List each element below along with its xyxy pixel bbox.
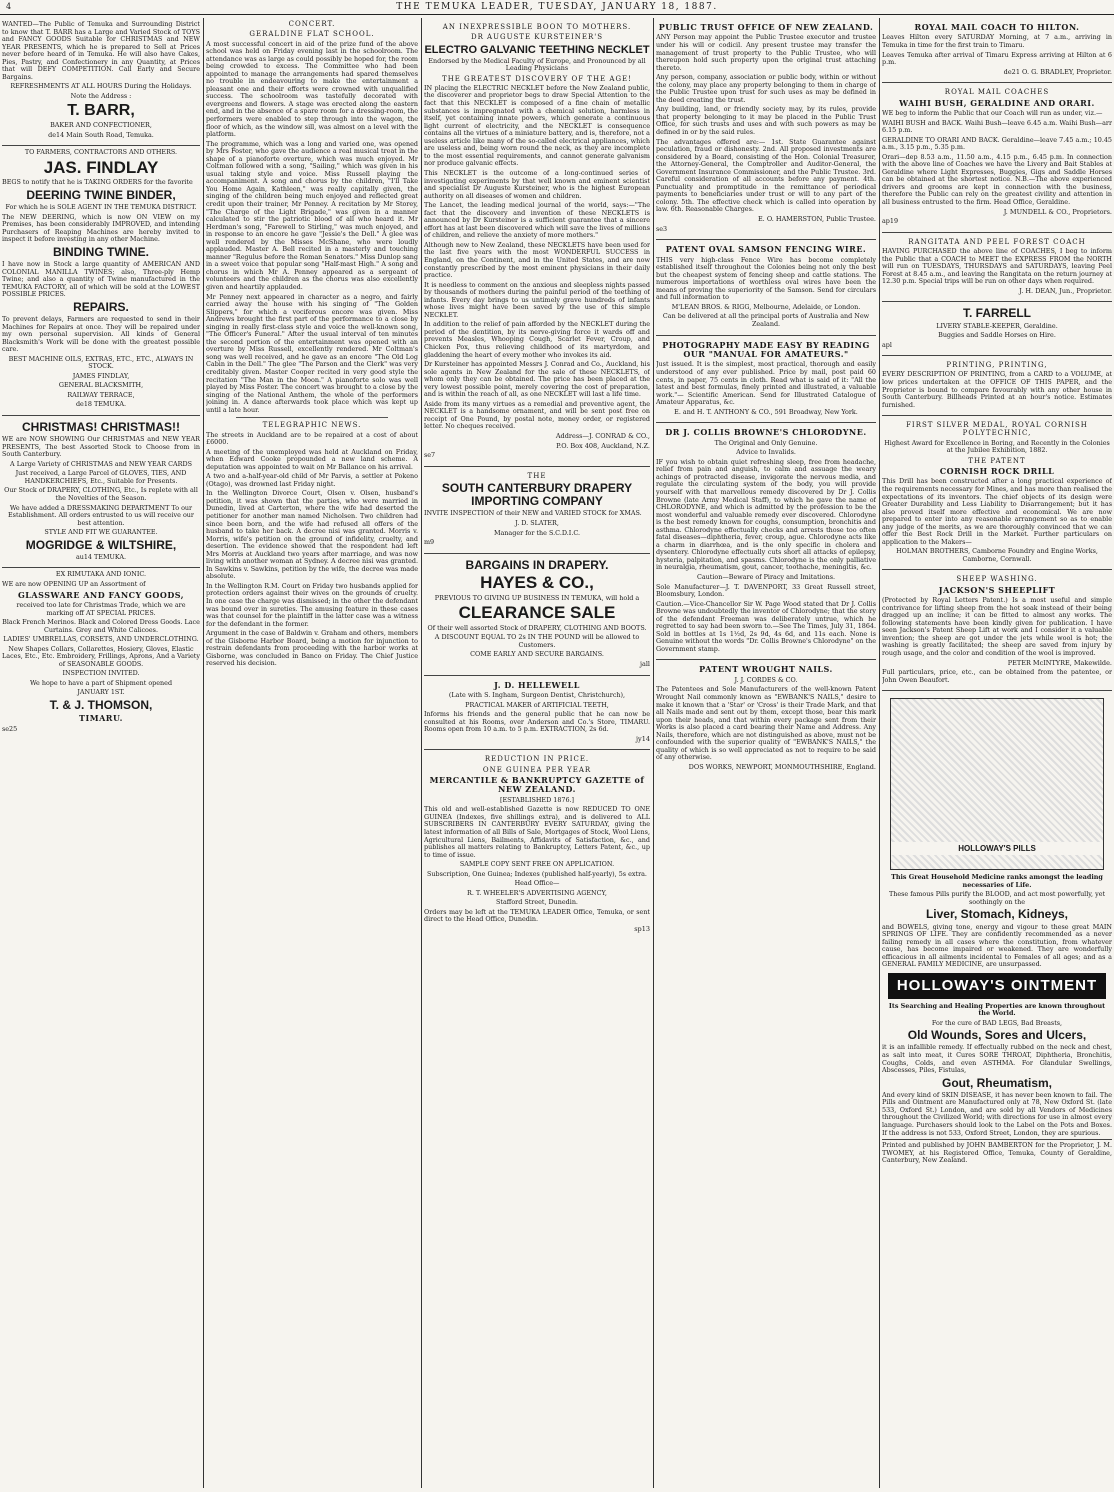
column-3: [424, 18, 650, 1488]
ad-heading: ROYAL MAIL COACHES: [944, 88, 1050, 97]
ad-chlorodyne: [656, 423, 876, 660]
ad-text: ONE GUINEA PER YEAR: [482, 765, 592, 774]
ad-text: A DISCOUNT EQUAL TO 2s IN THE POUND will be allowed to Customers.: [434, 633, 640, 649]
ad-heading: PRINTING, PRINTING,: [946, 361, 1048, 370]
ad-text: These famous Pills purify the BLOOD, and act most powerfully, yet soothingly on the: [888, 890, 1106, 906]
ad-text: Stafford Street, Dunedin.: [496, 898, 578, 907]
ad-heading: MOGRIDGE & WILTSHIRE,: [25, 537, 177, 552]
ad-text: HAVING PURCHASED the above line of COACHES, I beg to inform the Public that a COACH to MEET the EXPRESS FROM the NORTH will run on TUESDAYS, THURSDAYS and SATURDAYS, leaving Peel Forest at 8.45 a.m., and leaving the Rangitata on the return journey at 12.30 p.m. Special trips will be run on other days when required.: [882, 246, 1112, 286]
ad-text: de14 Main South Road, Temuka.: [48, 130, 154, 139]
ad-hilton-coach: [882, 18, 1112, 83]
ad-text: THE PATENT: [968, 456, 1026, 465]
ad-heading: TIMARU.: [79, 713, 123, 724]
ad-text: LIVERY STABLE-KEEPER, Geraldine.: [936, 321, 1058, 330]
ad-text: The advantages offered are:— 1st. State Guarantee against peculation, fraud or dishonesty. 2nd. All proposed investments are considered by a Board, consisting of the Hon. Colonial Treasurer, the Attorney-General, the Comptroller and Auditor-General, the Government Insurance Commissioner, and the Public Trustee. 3rd. Careful consideration of all accounts before any payment. 4th. Punctuality and promptitude in the remittance of periodical payments to beneficiaries under trust or will to any part of the colony. 5th. The effective check which is called into operation by law. 6th. Reasonable Charges.: [656, 137, 876, 214]
ad-heading: DR J. COLLIS BROWNE'S CHLORODYNE.: [665, 427, 867, 438]
ad-signature: de21 O. G. BRADLEY, Proprietor.: [1003, 67, 1112, 76]
ad-signature: DOS WORKS, NEWPORT, MONMOUTHSHIRE, England.: [688, 762, 876, 771]
ad-heading: ELECTRO GALVANIC TEETHING NECKLET: [424, 43, 650, 56]
ad-cornish-rock-drill: [882, 416, 1112, 570]
ad-text: The NEW DEERING, which is now ON VIEW on my Premises, has been considerably IMPROVED, and intending Purchasers of Reaping Machines are hereby invited to inspect it before investing in any other Machine.: [2, 212, 200, 244]
ad-text: Aside from its many virtues as a remedial and preventive agent, the NECKLET is a handsome ornament, and will be sent post free on receipt of One Pound, by postal note, money order, or registered letter. No cheques received.: [424, 399, 650, 431]
ad-code: se3: [656, 224, 668, 233]
article-paragraph: A two and a-half-year-old child of Mr Parvis, a settler at Pokeno (Otago), was drowned last Friday night.: [206, 472, 418, 488]
article-paragraph: Argument in the case of Baldwin v. Graham and others, members of the Gisborne Harbor Board, being a motion for injunction to restrain defendants from proceeding with the harbor works at Gisborne, was concluded in Banco on Friday. The Chief Justice reserved his decision.: [206, 629, 418, 668]
ad-text: New Shapes Collars, Collarettes, Hosiery, Gloves, Elastic Laces, Etc., Etc. Embroidery, Frillings, Aprons, And a Variety of SEASONABLE GOODS.: [2, 644, 200, 668]
ad-text: EX RIMUTAKA AND IONIC.: [55, 570, 147, 579]
ad-farrell: [882, 302, 1112, 356]
ad-signature: RAILWAY TERRACE,: [67, 390, 135, 399]
ad-text: THE GREATEST DISCOVERY OF THE AGE!: [442, 74, 632, 83]
ad-signature: M'LEAN BROS. & RIGG, Melbourne, Adelaide, or London.: [671, 302, 861, 311]
ad-text: Buggies and Saddle Horses on Hire.: [938, 331, 1056, 340]
ad-code: sp13: [634, 925, 650, 934]
ad-wrought-nails: [656, 660, 876, 777]
ad-royal-mail-coaches: [882, 83, 1112, 232]
ad-text: PREVIOUS TO GIVING UP BUSINESS IN TEMUKA, will hold a: [434, 593, 640, 602]
ad-text: SAMPLE COPY SENT FREE ON APPLICATION.: [459, 860, 615, 869]
ad-heading: JAS. FINDLAY: [43, 157, 159, 177]
ad-text: WE are NOW SHOWING Our CHRISTMAS and NEW YEAR PRESENTS, The best Assorted Stock to Choose from in South Canterbury.: [2, 435, 200, 459]
ad-text: R. T. WHEELER'S ADVERTISING AGENCY,: [467, 888, 607, 897]
ad-text: We hope to have a part of Shipment opened: [29, 678, 173, 687]
ad-text: This NECKLET is the outcome of a long-continued series of investigating experiments by that well known and eminent scientist and specialist Dr Auguste Kursteiner, who is the highest European authority on all diseases of women and children.: [424, 168, 650, 200]
ad-signature: Address—J. CONRAD & CO.,: [555, 432, 650, 440]
ad-south-canterbury-drapery: [424, 467, 650, 554]
ad-hellewell: [424, 676, 650, 751]
article-heading: CONCERT.: [288, 20, 336, 28]
ad-text: received too late for Christmas Trade, which we are marking off AT SPECIAL PRICES.: [16, 601, 186, 617]
ad-text: The Original and Only Genuine.: [714, 438, 818, 447]
ad-text: Of their well assorted Stock of DRAPERY, CLOTHING AND BOOTS.: [427, 623, 647, 632]
ad-text: WE beg to inform the Public that our Coach will run as under, viz.—: [882, 108, 1103, 117]
ad-heading: RANGITATA AND PEEL FOREST COACH: [908, 237, 1086, 246]
ad-heading: PUBLIC TRUST OFFICE OF NEW ZEALAND.: [658, 22, 874, 32]
ad-text: BAKER AND CONFECTIONER,: [50, 121, 152, 130]
article-heading: TELEGRAPHIC NEWS.: [262, 421, 362, 430]
column-2: [206, 18, 418, 1488]
ad-text: STYLE AND FIT WE GUARANTEE.: [44, 528, 158, 537]
ad-text: Dr Kursteiner has appointed Messrs J. Conrad and Co., Auckland, his sole agents in New Zealand for the sale of these NECKLETS, of whom only they can be obtained. The price has been placed at the very lowest possible point, merely covering the cost of preparation, and is within the reach of all, as one NECKLET will last a life time.: [424, 360, 650, 399]
ad-necklet: [424, 18, 650, 467]
ad-heading: SOUTH CANTERBURY DRAPERY IMPORTING COMPANY: [441, 481, 633, 509]
ad-text: REDUCTION IN PRICE.: [484, 755, 590, 764]
ad-code: m9: [424, 538, 435, 547]
ad-text: DR AUGUSTE KURSTEINER'S: [470, 33, 604, 42]
ad-code: apl: [882, 340, 892, 349]
ad-text: it is an infallible remedy. If effectually rubbed on the neck and chest, as salt into meat, it Cures SORE THROAT, Diphtheria, Bronchitis, Coughs, Colds, and even ASTHMA. For Glandular Swellings, Abscesses, Piles, Fistulas,: [882, 1043, 1112, 1075]
ad-text: IN placing the ELECTRIC NECKLET before the New Zealand public, the discoverer and proprietor begs to draw Special Attention to the fact that this NECKLET is composed of a fine chain of metallic substances is impregnated with a chemical solution, harmless in itself, yet containing innate powers, which generate a continuous light current of electricity, and the NECKLET is consequence contains all the virtues of a miniature battery, and is, therefore, not a useless article like many of the so-called electrical appliances, which are useless and, being worn round the neck, as they are incomplete to the most essential requirements, and cannot generate galvanism nor produce galvanic effects.: [424, 83, 650, 168]
ad-heading: JACKSON'S SHEEPLIFT: [938, 584, 1056, 595]
ad-text: To prevent delays, Farmers are requested to send in their Machines for Repairs at once. They will be repaired under my own personal supervision. All kinds of General Blacksmith's Work will be done with the greatest possible care.: [2, 314, 200, 354]
ad-heading: BARGAINS IN DRAPERY.: [465, 557, 609, 572]
ad-text: Can be delivered at all the principal ports of Australia and New Zealand.: [662, 312, 870, 329]
ad-text: Caution—Beware of Piracy and Imitations.: [696, 573, 836, 582]
article-paragraph: In the Wellington R.M. Court on Friday two husbands applied for protection orders against their wives on the grounds of cruelty. In one case the charge was dismissed; in the other the defendant was bound over in sureties. The amusing feature in these cases was that counsel for the plaintiff in the latter case was a witness for the defendant in the former.: [206, 581, 418, 628]
ad-heading: J. D. HELLEWELL: [494, 679, 580, 690]
ad-heading: WAIHI BUSH, GERALDINE AND ORARI.: [899, 97, 1095, 108]
masthead: [0, 0, 1114, 15]
ad-text: Subscription, One Guinea; Indexes (published half-yearly), 5s extra.: [427, 869, 647, 878]
ad-heading: FIRST SILVER MEDAL, ROYAL CORNISH POLYTECHNIC,: [906, 421, 1088, 438]
printer-imprint: Printed and published by JOHN BAMBERTON for the Proprietor, J. M. TWOMEY, at his Registered Office, Temuka, County of Geraldine, Canterbury, New Zealand.: [882, 1141, 1112, 1165]
ad-signature: E. and H. T. ANTHONY & CO., 591 Broadway, New York.: [674, 407, 858, 416]
ad-text: Note the Address :: [70, 91, 132, 100]
holloway-pills-banner: HOLLOWAY'S PILLS: [891, 842, 1103, 855]
ad-text: This Drill has been constructed after a long practical experience of the requirements necessary for Mines, and has more than realised the expectations of its inventors. The chief objects of its design were Greater Durability and Less Liability to Disarrangement; but it has also proved itself more effective and economical. We are now prepared to enter into any reasonable arrangement so as to enable any judge of the merits, as we are thoroughly convinced that we can offer the Best Rock Drill in the Market. Further particulars on application to the Makers—: [882, 477, 1112, 546]
ad-text: We have added a DRESSMAKING DEPARTMENT To our Establishment. All orders entrusted to us will receive our best attention.: [8, 503, 194, 527]
ad-fencing-wire: [656, 240, 876, 335]
ad-heading: REPAIRS.: [73, 299, 129, 314]
ad-text: BEGS to notify that he is TAKING ORDERS for the favorite: [2, 178, 193, 187]
page-number: 4: [6, 2, 13, 11]
ad-text: AN INEXPRESSIBLE BOON TO MOTHERS.: [442, 23, 632, 31]
ad-text: Although new to New Zealand, these NECKLETS have been used for the last five years with the most WONDERFUL SUCCESS in England, on the Continent, and in the United States, and are now constantly prescribed by the most eminent physicians in their daily practice.: [424, 240, 650, 280]
ad-text: INVITE INSPECTION of their NEW and VARIED STOCK for XMAS.: [424, 509, 642, 518]
ad-heading: SHEEP WASHING.: [956, 575, 1038, 584]
divider: [236, 417, 388, 418]
ad-text: Sole Manufacturer—J. T. DAVENPORT, 33 Great Russell street, Bloomsbury, London.: [656, 582, 876, 599]
ad-code: se7: [424, 451, 436, 460]
ad-heading: PATENT WROUGHT NAILS.: [699, 664, 833, 675]
ad-text: This Great Household Medicine ranks amongst the leading necessaries of Life.: [891, 873, 1103, 889]
ad-text: TO FARMERS, CONTRACTORS AND OTHERS.: [24, 148, 178, 157]
ad-text: Just received, a Large Parcel of GLOVES, TIES, AND HANDKERCHIEFS, Etc., Suitable for Presents.: [15, 469, 187, 485]
ad-signature: Manager for the S.C.D.I.C.: [493, 528, 581, 537]
ad-heading: T. BARR,: [67, 102, 135, 120]
ad-text: IF you wish to obtain quiet refreshing sleep, free from headache, relief from pain and anguish, to calm and assuage the weary achings of protracted disease, invigorate the nervous media, and regulate the circulating system of the body, you will provide yourself with that marvellous remedy discovered by Dr J. Collis Browne (late Army Medical Staff), to which he gave the name of CHLORODYNE, and which is admitted by the profession to be the most wonderful and valuable remedy ever discovered. Chlorodyne is the best remedy known for coughs, consumption, bronchitis and asthma. Chlorodyne effectually checks and arrests those too often fatal diseases—diphtheria, fever, croup, ague. Chlorodyne acts like a charm in diarrhœa, and is the only specific in cholera and dysentery. Chlorodyne effectually cuts short all attacks of epilepsy, hysteria, palpitation, and spasms. Chlorodyne is the only palliative in neuralgia, rheumatism, gout, cancer, toothache, meningitis, &c.: [656, 457, 876, 572]
ad-heading: Liver, Stomach, Kidneys,: [925, 907, 1069, 922]
ad-sheeplift: [882, 570, 1112, 691]
ad-signature: J. MUNDELL & CO., Proprietors.: [1003, 207, 1112, 216]
ad-text: au14 TEMUKA.: [75, 552, 127, 561]
ad-text: Any building, land, or friendly society may, by its rules, provide that property belonging to it may be placed in the Public Trust Office, for such trusts and uses and with such powers as may be defined in or by the said rules.: [656, 105, 876, 136]
ad-text: And every kind of SKIN DISEASE, it has never been known to fail. The Pills and Ointment are Manufactured only at 78, New Oxford St. (late 533, Oxford St.) London, and are sold by all Vendors of Medicines throughout the Civilized World; with directions for use in almost every language. Purchasers should look to the Label on the Pots and Boxes. If the address is not 533, Oxford Street, London, they are spurious.: [882, 1090, 1112, 1137]
ad-text: Endorsed by the Medical Faculty of Europe, and Pronounced by all Leading Physicians: [428, 56, 646, 73]
ad-heading: T. FARRELL: [963, 306, 1031, 321]
ad-text: INSPECTION INVITED.: [62, 669, 140, 678]
ad-text: Caution.—Vice-Chancellor Sir W. Page Wood stated that Dr J. Collis Browne was undoubtedly the inventor of Chlorodyne; that the story of the defendant Freeman was deliberately untrue, which he regretted to say had been sworn to.—See The Times, July 31, 1864. Sold in bottles at 1s 1½d, 2s 9d, 4s 6d, and 11s each. None is Genuine without the words "Dr. Collis Browne's Chlorodyne" on the Government stamp.: [656, 599, 876, 653]
ad-text: ANY Person may appoint the Public Trustee executor and trustee under his will or codicil. Any present trustee may transfer the management of trust property to the Public Trustee, who will thereupon hold such property upon the original trust attaching thereto.: [656, 33, 876, 72]
ad-text: The Patentees and Sole Manufacturers of the well-known Patent Wrought Nail commonly known as "EWBANK'S NAILS," desire to make it known that a 'Star' or 'Cross' is their Trade Mark, and that all Nails made and sent out by them, except those, bear this mark upon their heads, and that within every package sent from their Works is also placed a card bearing their Name and Address. Any Nails, therefore, which are not distinguished as above, must not be confounded with the superior quality of "EWBANK'S NAILS," the quality of which is so well appreciated as not to require to be said of any otherwise.: [656, 685, 876, 762]
ad-text: Orari—dep 8.53 a.m., 11.50 a.m., 4.15 p.m., 6.45 p.m. In connection with the above line of Coaches we have the Livery and Bait Stables at Geraldine where Light Expresses, Buggies, Gigs and Saddle Horses can be obtained at the shortest notice. N.B.—The above experienced drivers and grooms are kept in connection with the business, therefore the Public can rely on the greatest civility and attention in all business entrusted to the firm. Head Office, Geraldine.: [882, 152, 1112, 206]
ad-heading: HAYES & CO.,: [480, 572, 594, 592]
ad-heading: BINDING TWINE.: [53, 244, 149, 259]
ad-signature: JAMES FINDLAY,: [72, 371, 130, 380]
ad-text: This old and well-established Gazette is now REDUCED TO ONE GUINEA (Indexes, five shillings extra), and is delivered to ALL SUBSCRIBERS IN CANTERBURY EVERY SATURDAY, giving the latest information of all Bills of Sale, Mortgages of Stock, Wool Liens, Agricultural Liens, Bailments, Affidavits of Satisfaction, &c., and publishes all matters relating to Bankruptcy, Letters Patent, &c., up to time of issue.: [424, 805, 650, 859]
newspaper-title: THE TEMUKA LEADER, TUESDAY, JANUARY 18, 1887.: [396, 2, 718, 12]
ad-code: jy14: [636, 734, 650, 743]
ad-heading: PHOTOGRAPHY MADE EASY BY READING OUR "MANUAL FOR AMATEURS.": [662, 339, 870, 360]
ad-text: For which he is SOLE AGENT IN THE TEMUKA DISTRICT.: [5, 203, 197, 212]
ad-text: REFRESHMENTS AT ALL HOURS During the Holidays.: [10, 82, 192, 91]
ad-mercantile-gazette: [424, 750, 650, 939]
article-paragraph: In the Wellington Divorce Court, Olsen v. Olsen, husband's petition, it was shown that the parties, who were married in Dunedin, lived at Carterton, where the wife had deserted the petitioner for another man named Nicholsen. Two children had since been born, and the wife had refused all offers of the husband to take her back. A decree nisi was granted. Morris v. Morris, wife's petition on the ground of infidelity, cruelty, and desertion. The evidence showed that the respondent had left Mrs Morris at Auckland two years after marriage, and was now living with another woman at Sydney. A decree nisi was granted. In Sawkins v. Sawkins, petition by the wife, the decree was made absolute.: [206, 489, 418, 581]
ad-text: Leaves Hilton every SATURDAY Morning, at 7 a.m., arriving in Temuka in time for the first train to Timaru.: [882, 33, 1112, 49]
ad-photography: [656, 336, 876, 424]
holloway-engraving: [890, 698, 1104, 870]
ad-signature: E. O. HAMERSTON, Public Trustee.: [757, 215, 876, 224]
ad-thomson: [2, 568, 200, 739]
ad-heading: DEERING TWINE BINDER,: [26, 187, 176, 202]
ad-hayes: [424, 554, 650, 676]
ad-mogridge: [2, 416, 200, 568]
ad-text: WANTED—The Public of Temuka and Surrounding District to know that T. BARR has a Large and Varied Stock of TOYS and FANCY GOODS Suitable for CHRISTMAS and NEW YEAR PRESENTS, which he is prepared to Sell at Prices never before heard of in Temuka. He will also have Cakes, Pies, Pastry, and Confectionery in any Quantity, at Prices that will DEFY COMPETITION. Call Early and Secure Bargains.: [2, 20, 200, 81]
column-rule: [653, 18, 654, 1488]
ad-signature: P.O. Box 408, Auckland, N.Z.: [556, 441, 650, 450]
ad-heading: Old Wounds, Sores and Ulcers,: [907, 1028, 1087, 1043]
ad-text: JANUARY 1ST.: [77, 688, 125, 697]
ad-text: PRACTICAL MAKER of ARTIFICIAL TEETH,: [465, 700, 609, 709]
ad-findlay: [2, 146, 200, 416]
ad-text: Any person, company, association or public body, within or without the colony, may place any property belonging to them in charge of the Public Trustee upon trust for such uses as may be defined in the deed creating the trust.: [656, 73, 876, 104]
ad-text: The Lancet, the leading medical journal of the world, says:—"The fact that the discovery and invention of these NECKLETS is announced by Dr Kursteiner is a sufficient guarantee that a sincere effort has at last been discovered which will save the lives of millions of children, and relieve the anxiety of more mothers.": [424, 201, 650, 240]
ad-heading: CLEARANCE SALE: [458, 603, 616, 623]
ad-heading: MERCANTILE & BANKRUPTCY GAZETTE of NEW ZEALAND.: [429, 774, 645, 795]
article-paragraph: A most successful concert in aid of the prize fund of the above school was held on Friday evening last in the schoolroom. The attendance was as large as could possibly be hoped for, the room being crowded to excess. The Committee who had been appointed to manage the arrangements had spared themselves no trouble in endeavouring to make the entertainment a pleasant one and their efforts were crowned with unqualified success. The schoolroom was tastefully decorated with evergreens and flowers. A stage was erected along the eastern end, and in the absence of a spare room for a dressing-room, the performers were enabled to step through into the wagon, the floor of which, as the window sill, was almost on a level with the platform.: [206, 39, 418, 139]
ad-signature: J. H. DEAN, Jun., Proprietor.: [1019, 286, 1112, 295]
ad-text: Highest Award for Excellence in Boring, and Recently in the Colonies at the Jubilee Exhibition, 1882.: [884, 438, 1110, 455]
ad-text: Its Searching and Healing Properties are known throughout the World.: [888, 1001, 1106, 1018]
ad-text: LADIES' UMBRELLAS, CORSETS, AND UNDERCLOTHING.: [3, 635, 199, 644]
article-paragraph: The streets in Auckland are to be repaired at a cost of about £6000.: [206, 430, 418, 447]
ad-text: GERALDINE TO ORARI AND BACK. Geraldine—leave 7.45 a.m.; 10.45 a.m., 3.15 p.m., 5.35 p.m.: [882, 135, 1112, 152]
ad-text: Advice to Invalids.: [736, 448, 796, 457]
ad-heading: CORNISH ROCK DRILL: [939, 466, 1055, 477]
ad-heading: CHRISTMAS! CHRISTMAS!!: [22, 419, 180, 434]
article-paragraph: The programme, which was a long and varied one, was opened by Mrs Foster, who gave the audience a real musical treat in the shape of a pianoforte overture, which was much enjoyed. Mr Coltman followed with a song, "Sailing," which was given in his usual taking style and voice. Miss Russell playing the accompaniment. A song and chorus by the children, "I'll Take You Home Again, Kathleen," was really capitally given, the singing of the children being much enjoyed and reflected great credit upon their trainer, Mr Penney. A recitation by Mr Storey, "The Charge of the Light Brigade," was given in a manner calculated to stir the patriotic blood of all who heard it. Mr Herdman's song, "Farewell to Stirling," was much enjoyed, and in response to an encore he gave "Jessie's the Dell." A glee was well rendered by the Misses McShane, who were loudly applauded. Master A. Bell recited in a masterly and touching manner "Regulus before the Roman Senators." Miss Dunlop sang in a sweet voice that popular song "Half-mast High." A song and chorus in which Mr A. Penney appeared as a sergeant of volunteers and the children as the chorus was also excellently given and heartily applauded.: [206, 139, 418, 291]
ad-text: THIS very high-class Fence Wire has become completely established itself throughout the Colonies being not only the best but the cheapest system of fencing sheep and cattle stations. The numerous importations of worthless oval wires have been the means of proving the superiority of the Samson. Send for circulars and full information to: [656, 255, 876, 302]
ad-text: THE: [527, 471, 547, 480]
ad-heading: GLASSWARE AND FANCY GOODS,: [17, 589, 185, 600]
ad-heading: PATENT OVAL SAMSON FENCING WIRE.: [665, 244, 867, 255]
article-subheading: GERALDINE FLAT SCHOOL.: [249, 30, 375, 39]
ad-text: Informs his friends and the general public that he can now be consulted at his Rooms, over Anderson and Co.'s Store, TIMARU. Rooms open from 10 a.m. to 5 p.m. EXTRACTION, 2s 6d.: [424, 710, 650, 734]
ad-code: se25: [2, 724, 18, 733]
ad-text: Leaves Temuka after arrival of Timaru Express arriving at Hilton at 6 p.m.: [882, 50, 1112, 67]
ad-public-trust: [656, 18, 876, 240]
ad-signature: J. D. SLATER,: [515, 519, 559, 528]
ad-text: For the cure of BAD LEGS, Bad Breasts,: [931, 1018, 1063, 1027]
ad-text: (Protected by Royal Letters Patent.) Is a most useful and simple contrivance for lifting sheep from the hot soak instead of their being dragged up an incline; it can be fitted to almost any works. The following statements have been kindly given for publication. I have seen Jackson's Patent Sheep Lift at work and I consider it a valuable invention; the sheep are got under the jets while wool is hot; the washing is greatly facilitated; the sheep are saved from injury by rough usage, and the color and condition of the wool is improved.: [882, 596, 1112, 657]
ad-text: and BOWELS, giving tone, energy and vigour to these great MAIN SPRINGS OF LIFE. They are confidently recommended as a never failing remedy in all cases where the constitution, from whatever cause, has become impaired or weakened. They are wonderfully efficacious in all ailments incidental to Females of all ages; and as a GENERAL FAMILY MEDICINE, are unsurpassed.: [882, 922, 1112, 969]
ad-text: EVERY DESCRIPTION OF PRINTING, from a CARD to a VOLUME, at low prices undertaken at the OFFICE OF THIS PAPER, and the Proprietor is bound to compare favourably with any other house in South Canterbury. Billheads Printed at an hour's notice. Estimates furnished.: [882, 370, 1112, 409]
column-rule: [203, 18, 204, 1488]
column-rule: [421, 18, 422, 1488]
ad-heading: Gout, Rheumatism,: [941, 1075, 1052, 1090]
ad-signature: de18 TEMUKA.: [75, 400, 127, 409]
ad-text: It is needless to comment on the anxious and sleepless nights passed by thousands of mothers during the painful period of the teething of infants. Every day brings to us untimely grave hundreds of infants whose lives might have been saved by the use of this simple NECKLET.: [424, 280, 650, 319]
ad-code: jall: [639, 659, 650, 668]
ad-heading: ROYAL MAIL COACH TO HILTON.: [914, 22, 1080, 32]
ad-printing: [882, 356, 1112, 416]
ad-text: WE are now OPENING UP an Assortment of: [2, 580, 146, 589]
ad-text: Full particulars, price, etc., can be obtained from the patentee, or John Owen Beaufort.: [882, 668, 1112, 684]
article-paragraph: A meeting of the unemployed was held at Auckland on Friday, when Edward Cooke propounded a new land scheme. A deputation was appointed to wait on Mr Ballance on his arrival.: [206, 447, 418, 471]
article-paragraph: Mr Penney next appeared in character as a negro, and fairly carried away the house with his singing of "The Golden Slippers," for which a vociferous encore was given. Miss Andrews brought the first part of the performance to a close by singing in really first-class style and voice the well-known song, "The Officer's Funeral." After the usual interval of ten minutes the second portion of the entertainment was opened with an overture by Miss Russell, excellently rendered. Mr Coltman's song was well received, and he gave as an encore "The Old Log Cabin in the Dell." The glee "The Parson and the Clerk" was very creditably given. Master Cooper recited in very good style the recitation "The Man in the Moon." A pianoforte solo was well played by Miss Foster. The concert was brought to a close by the singing of the National Anthem, the whole of the performers joining in. A dance afterwards took place which was kept up until a late hour.: [206, 292, 418, 414]
ad-barr: [2, 18, 200, 146]
ad-signature: GENERAL BLACKSMITH,: [58, 381, 144, 390]
ad-text: (Late with S. Ingham, Surgeon Dentist, Christchurch),: [448, 691, 626, 700]
ad-text: COME EARLY AND SECURE BARGAINS.: [470, 650, 604, 659]
ad-text: Head Office—: [514, 879, 560, 888]
column-4: [656, 18, 876, 1488]
ad-text: Orders may be left at the TEMUKA LEADER Office, Temuka, or sent direct to the Head Office, Dunedin.: [424, 907, 650, 924]
ad-text: I have now in Stock a large quantity of AMERICAN AND COLONIAL MANILLA TWINES; also, Three-ply Hemp Twine; and also a quantity of Twine manufactured in the TEMUKA FACTORY, all of which will be sold at the LOWEST POSSIBLE PRICES.: [2, 260, 200, 299]
ad-code: ap19: [882, 217, 899, 226]
ad-heading: T. & J. THOMSON,: [49, 698, 153, 713]
column-1: [2, 18, 200, 1488]
ad-text: In addition to the relief of pain afforded by the NECKLET during the period of the dentition, by its nerve-giving force it wards off and prevents Measles, Whooping Cough, Scarlet Fever, Croup, and Chicken Pox, thus relieving childhood of its martyrdom, and gladdening the heart of every mother who invokes its aid.: [424, 320, 650, 359]
ad-text: WAIHI BUSH and BACK. Waihi Bush—leave 6.45 a.m. Waihi Bush—arr 6.15 p.m.: [882, 118, 1112, 135]
holloway-ointment-banner: HOLLOWAY'S OINTMENT: [888, 973, 1106, 999]
ad-holloway: [882, 691, 1112, 1170]
column-5: [882, 18, 1112, 1488]
ad-text: J. J. CORDES & CO.: [734, 675, 798, 684]
ad-text: BEST MACHINE OILS, EXTRAS, ETC., ETC., ALWAYS IN STOCK.: [8, 354, 194, 371]
ad-rangitata-coach: [882, 233, 1112, 303]
ad-text: Black French Merinos. Black and Colored Dress Goods. Lace Curtains. Grey and White Calicoes.: [2, 618, 200, 634]
ad-signature: HOLMAN BROTHERS, Camborne Foundry and Engine Works, Camborne, Cornwall.: [896, 547, 1098, 563]
ad-signature: PETER McINTYRE, Makewilde.: [1007, 658, 1112, 667]
ad-text: A Large Variety of CHRISTMAS and NEW YEAR CARDS: [10, 459, 192, 468]
column-rule: [879, 18, 880, 1488]
ad-text: Just issued. It is the simplest, most practical, thorough and easily understood of any ever published. Price by mail, post paid 60 cents, in paper, 75 cents in cloth. Read what is said of it: "All the latest and best formulas, finely printed and illustrated, a valuable work."— Scientific American. Send for Illustrated Catalogue of Amateur Apparatus, &c.: [656, 360, 876, 407]
ad-text: [ESTABLISHED 1876.]: [499, 795, 575, 804]
ad-text: Our Stock of DRAPERY, CLOTHING, Etc., Is replete with all the Novelties of the Season.: [4, 486, 198, 502]
